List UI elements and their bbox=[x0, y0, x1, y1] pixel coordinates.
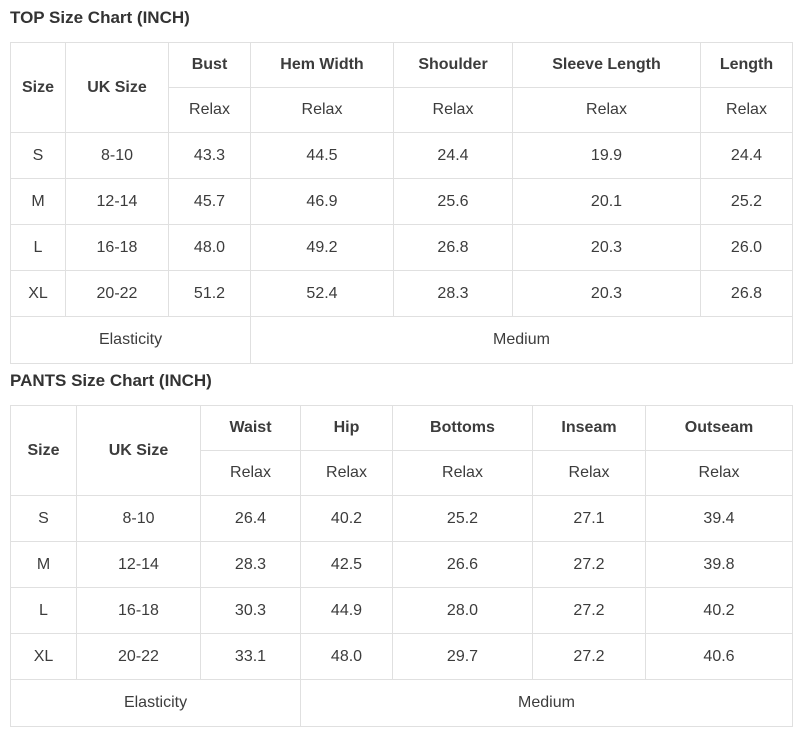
top-chart-title: TOP Size Chart (INCH) bbox=[10, 8, 190, 27]
top-uk-size-column-header: UK Size bbox=[66, 43, 169, 133]
value-cell: 46.9 bbox=[251, 179, 394, 225]
value-cell: 28.3 bbox=[394, 271, 513, 317]
top-column-header-bust: Bust bbox=[169, 43, 251, 88]
uk-size-cell: 16-18 bbox=[77, 588, 201, 634]
value-cell: 39.8 bbox=[646, 542, 793, 588]
pants-chart-title: PANTS Size Chart (INCH) bbox=[10, 371, 212, 390]
top-row-l bbox=[11, 225, 793, 271]
top-elasticity-row bbox=[11, 317, 793, 364]
value-cell: 52.4 bbox=[251, 271, 394, 317]
pants-elasticity-row bbox=[11, 680, 793, 727]
uk-size-cell: 8-10 bbox=[66, 133, 169, 179]
value-cell: 49.2 bbox=[251, 225, 394, 271]
pants-column-header-hip: Hip bbox=[301, 406, 393, 451]
uk-size-cell: 20-22 bbox=[77, 634, 201, 680]
value-cell: 25.2 bbox=[701, 179, 793, 225]
uk-size-cell: 12-14 bbox=[66, 179, 169, 225]
value-cell: 48.0 bbox=[169, 225, 251, 271]
value-cell: 27.1 bbox=[533, 496, 646, 542]
size-cell: L bbox=[11, 588, 77, 634]
pants-column-header-outseam: Outseam bbox=[646, 406, 793, 451]
value-cell: 26.8 bbox=[701, 271, 793, 317]
value-cell: 26.8 bbox=[394, 225, 513, 271]
value-cell: 19.9 bbox=[513, 133, 701, 179]
pants-fit-cell: Relax bbox=[646, 451, 793, 496]
top-fit-cell: Relax bbox=[169, 88, 251, 133]
value-cell: 20.3 bbox=[513, 225, 701, 271]
size-cell: S bbox=[11, 133, 66, 179]
value-cell: 20.1 bbox=[513, 179, 701, 225]
value-cell: 27.2 bbox=[533, 634, 646, 680]
value-cell: 42.5 bbox=[301, 542, 393, 588]
size-cell: L bbox=[11, 225, 66, 271]
uk-size-cell: 8-10 bbox=[77, 496, 201, 542]
pants-fit-cell: Relax bbox=[201, 451, 301, 496]
value-cell: 48.0 bbox=[301, 634, 393, 680]
elasticity-value-cell: Medium bbox=[301, 680, 793, 727]
top-header-row bbox=[11, 43, 793, 88]
value-cell: 44.9 bbox=[301, 588, 393, 634]
top-size-column-header: Size bbox=[11, 43, 66, 133]
size-cell: M bbox=[11, 542, 77, 588]
elasticity-label-cell: Elasticity bbox=[11, 317, 251, 364]
value-cell: 24.4 bbox=[701, 133, 793, 179]
pants-header-row bbox=[11, 406, 793, 451]
top-column-header-length: Length bbox=[701, 43, 793, 88]
top-row-m bbox=[11, 179, 793, 225]
value-cell: 44.5 bbox=[251, 133, 394, 179]
value-cell: 28.3 bbox=[201, 542, 301, 588]
top-fit-cell: Relax bbox=[394, 88, 513, 133]
uk-size-cell: 16-18 bbox=[66, 225, 169, 271]
pants-column-header-inseam: Inseam bbox=[533, 406, 646, 451]
top-column-header-hem-width: Hem Width bbox=[251, 43, 394, 88]
value-cell: 43.3 bbox=[169, 133, 251, 179]
top-row-s bbox=[11, 133, 793, 179]
value-cell: 45.7 bbox=[169, 179, 251, 225]
elasticity-value-cell: Medium bbox=[251, 317, 793, 364]
top-size-chart-table bbox=[10, 42, 793, 364]
value-cell: 24.4 bbox=[394, 133, 513, 179]
uk-size-cell: 20-22 bbox=[66, 271, 169, 317]
top-fit-cell: Relax bbox=[513, 88, 701, 133]
value-cell: 28.0 bbox=[393, 588, 533, 634]
size-cell: XL bbox=[11, 271, 66, 317]
value-cell: 26.0 bbox=[701, 225, 793, 271]
value-cell: 20.3 bbox=[513, 271, 701, 317]
pants-row-l bbox=[11, 588, 793, 634]
value-cell: 40.2 bbox=[301, 496, 393, 542]
value-cell: 51.2 bbox=[169, 271, 251, 317]
value-cell: 33.1 bbox=[201, 634, 301, 680]
size-cell: M bbox=[11, 179, 66, 225]
pants-uk-size-column-header: UK Size bbox=[77, 406, 201, 496]
top-column-header-sleeve-length: Sleeve Length bbox=[513, 43, 701, 88]
top-fit-cell: Relax bbox=[251, 88, 394, 133]
pants-size-chart-table bbox=[10, 405, 793, 727]
value-cell: 25.6 bbox=[394, 179, 513, 225]
value-cell: 27.2 bbox=[533, 542, 646, 588]
pants-column-header-bottoms: Bottoms bbox=[393, 406, 533, 451]
pants-fit-cell: Relax bbox=[393, 451, 533, 496]
pants-fit-cell: Relax bbox=[301, 451, 393, 496]
value-cell: 30.3 bbox=[201, 588, 301, 634]
elasticity-label-cell: Elasticity bbox=[11, 680, 301, 727]
size-cell: XL bbox=[11, 634, 77, 680]
size-cell: S bbox=[11, 496, 77, 542]
pants-row-s bbox=[11, 496, 793, 542]
pants-fit-cell: Relax bbox=[533, 451, 646, 496]
top-column-header-shoulder: Shoulder bbox=[394, 43, 513, 88]
value-cell: 29.7 bbox=[393, 634, 533, 680]
pants-row-xl bbox=[11, 634, 793, 680]
pants-column-header-waist: Waist bbox=[201, 406, 301, 451]
value-cell: 26.6 bbox=[393, 542, 533, 588]
value-cell: 27.2 bbox=[533, 588, 646, 634]
value-cell: 39.4 bbox=[646, 496, 793, 542]
uk-size-cell: 12-14 bbox=[77, 542, 201, 588]
value-cell: 25.2 bbox=[393, 496, 533, 542]
top-row-xl bbox=[11, 271, 793, 317]
pants-row-m bbox=[11, 542, 793, 588]
value-cell: 40.6 bbox=[646, 634, 793, 680]
pants-size-column-header: Size bbox=[11, 406, 77, 496]
top-fit-cell: Relax bbox=[701, 88, 793, 133]
value-cell: 40.2 bbox=[646, 588, 793, 634]
value-cell: 26.4 bbox=[201, 496, 301, 542]
